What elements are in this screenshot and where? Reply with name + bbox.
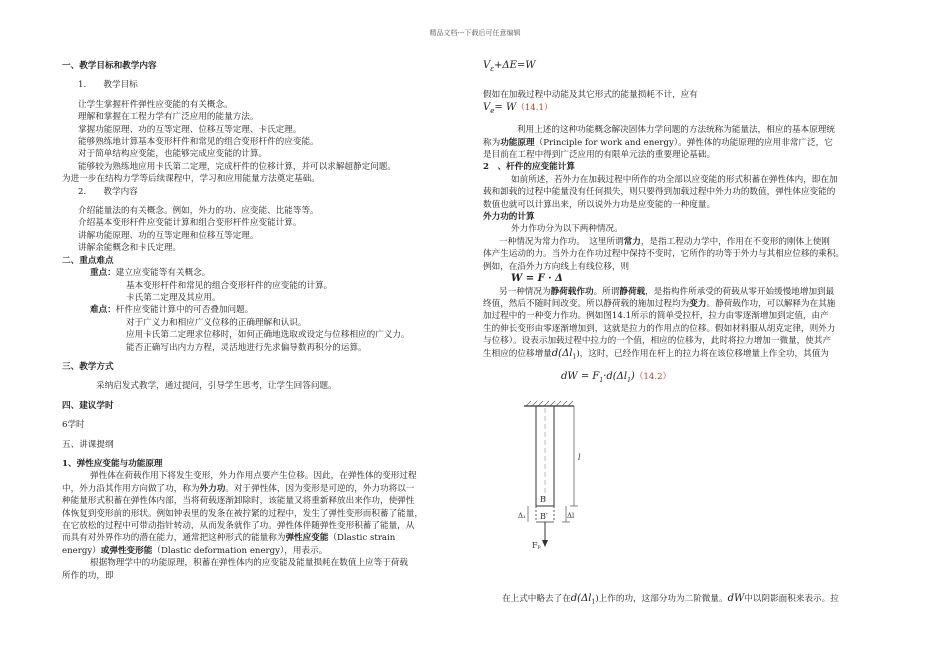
delta-l-label: Δl — [567, 512, 575, 520]
formula-energy-balance: $V_\varepsilon+\Delta E=W$ — [483, 60, 536, 73]
right-column — [483, 60, 888, 387]
body-line: 在它放松的过程中可带动指针转动，从而发条就作了功。弹性体伴随弹性变形积蓄了能量，从 — [62, 521, 415, 531]
content-item: 讲解余能概念和卡氏定理。 — [78, 243, 182, 254]
term-external-work: 外力功 — [199, 483, 226, 494]
goal-item: 掌握功能原理、功的互等定理、位移互等定理、卡氏定理。 — [78, 124, 302, 135]
formula-constant-work: W = F · Δ — [511, 273, 563, 285]
key-item: 建立应变能等有关概念。 — [115, 268, 211, 279]
point-b-label: B — [540, 495, 546, 504]
formula-14-2: dW = $F_1\cdot d(\Delta l_1)(14.2)$ — [561, 370, 672, 384]
body-line: 加过程中的一种变力作功。例如图14.1所示的简单受拉杆，拉力由零逐渐增加到定值，由产 — [483, 311, 829, 322]
section-2-title: 二、重点难点 — [62, 255, 114, 266]
content-item: 讲解功能原理、功的互等定理和位移互等定理。 — [78, 230, 259, 241]
delta-1-label: Δ₁ — [518, 512, 526, 520]
difficulty-item: 对于广义力和相应广义位移的正确理解和认识。 — [126, 317, 307, 328]
term-strain-energy: 弹性应变能 — [285, 533, 329, 544]
body-line: 体恢复到变形前的形状。例如钟表里的发条在被拧紧的过程中，发生了弹性变形而积蓄了能量， — [62, 508, 423, 519]
body-line: 外力作功分为以下两种情况。 — [511, 224, 623, 235]
body-line: 种能量形式积蓄在弹性体内部，当将荷载逐渐卸除时，该能量又将重新释放出来作功，使弹性 — [62, 496, 415, 507]
term-work-energy-principle: 功能原理 — [500, 137, 535, 148]
body-line: 终值，然后不随时间改变。所以静荷载的施加过程均为变力。静荷载作功，可以解释为在其施 — [483, 298, 836, 309]
section-3-title: 三、教学方式 — [62, 361, 114, 372]
body-line: 一种情况为常力作功。 这里所谓常力，是指工程动力学中，作用在不变形的刚体上使刚 — [499, 236, 830, 247]
key-points-line — [62, 267, 457, 279]
difficulty-line — [62, 304, 457, 316]
body-line: 生的伸长变形由零逐渐增加到，这就是拉力的作用点的位移。假如材料服从胡克定律，则外力 — [483, 323, 836, 334]
teaching-content-heading: 2. 教学内容 — [78, 186, 138, 197]
goal-item: 理解和掌握在工程力学有广泛应用的能量方法。 — [78, 112, 259, 123]
figure-caption-line: 在上式中略去了在$d(\Delta l_1)$上作的功，这部分功为二阶微量。dW中以阴影面积来表示。拉 — [502, 592, 839, 606]
body-line: 假如在加载过程中动能及其它形式的能量损耗不计，应有 — [483, 90, 698, 101]
key-points-label: 重点： — [90, 268, 116, 279]
point-b-prime-label: B′ — [540, 512, 548, 521]
term-deformation-energy: 或弹性变形能 — [100, 545, 153, 556]
key-item: 基本变形杆件和常见的组合变形杆件的应变能的计算。 — [126, 280, 333, 291]
section-4-title: 四、建议学时 — [62, 400, 114, 411]
goal-item: 让学生掌握杆件弹性应变能的有关概念。 — [78, 99, 233, 110]
body-line: 如前所述，若外力在加载过程中所作的功全部以应变能的形式积蓄在弹性体内，即在加 — [511, 174, 838, 185]
section-1-title: 一、教学目标和教学内容 — [62, 61, 157, 71]
body-line: 是目前在工程中得到广泛应用的有限单元法的重要理论基础。 — [483, 150, 716, 161]
topic-2-title: 2 、杆件的应变能计算 — [483, 162, 575, 173]
tension-bar-figure — [492, 398, 602, 558]
teaching-goals-heading: 1. 教学目标 — [78, 80, 138, 91]
body-line: energy）或弹性变形能（Dlastic deformation energy），用表示。 — [62, 545, 328, 556]
body-line: 载和卸载的过程中能量没有任何损失，则只要得到加载过程中外力功的数值，弹性体应变能的 — [483, 187, 836, 198]
body-line: 弹性体在荷载作用下将发生变形，外力作用点要产生位移。因此，在弹性体的变形过程 — [90, 471, 417, 482]
body-line: 所作的功，即 — [62, 570, 114, 581]
left-column — [62, 60, 457, 582]
body-line: 利用上述的这种功能概念解决固体力学问题的方法统称为能量法，相应的基本原理统 — [517, 125, 835, 136]
teaching-method-text: 采纳启发式教学，通过提问，引导学生思考，让学生回答问题。 — [96, 381, 337, 392]
goal-item: 为进一步在结构力学等后续课程中，学习和应用能量方法奠定基础。 — [62, 174, 320, 185]
body-line: 而具有对外界作功的潜在能力，通常把这种形式的能量称为弹性应变能（Dlastic strain — [62, 533, 396, 544]
section-5-title: 五、讲课提纲 — [62, 439, 114, 450]
topic-1-title: 1、弹性应变能与功能原理 — [62, 458, 163, 469]
content-item: 介绍基本变形杆件应变能计算和组合变形杆件应变能计算。 — [78, 218, 302, 229]
content-item: 介绍能量法的有关概念。例如，外力的功、应变能、比能等等。 — [78, 206, 319, 217]
body-line: 体产生运动的力。当外力在作功过程中保持不变时，它所作的功等于外力与其相应位移的乘积。 — [483, 249, 844, 260]
difficulty-item: 能否正确写出内力方程，灵活地进行先求偏导数再积分的运算。 — [126, 342, 367, 353]
goal-item: 对于简单结构应变能，也能够完成应变能的计算。 — [78, 149, 268, 160]
page-header: 精品文档---下载后可任意编辑 — [429, 29, 521, 37]
external-work-title: 外力功的计算 — [483, 212, 535, 223]
body-line: 称为功能原理（Principle for work and energy）。弹性体的功能原理的应用非常广泛，它 — [483, 137, 833, 148]
body-line: 另一种情况为静荷载作功。所谓静荷载，是指构件所承受的荷载从零开始缓慢地增加到最 — [499, 286, 835, 297]
key-item: 卡氏第二定理及其应用。 — [126, 292, 221, 303]
body-line: 生相应的位移增量$d(\Delta l_1)$，这时，已经作用在杆上的拉力将在该位移增量上作全功，其值为 — [483, 347, 829, 361]
goal-item: 能够较为熟练地应用卡氏第二定理，完成杆件的位移计算，并可以求解超静定问题。 — [78, 161, 396, 172]
hours-text: 6学时 — [62, 420, 85, 431]
length-label: l — [578, 453, 581, 462]
difficulty-item: 应用卡氏第二定理求位移时，如何正确地选取或设定与位移相应的广义力。 — [126, 330, 410, 341]
body-line: 根据物理学中的功能原理，积蓄在弹性体内的应变能及能量损耗在数值上应等于荷载 — [90, 558, 408, 569]
force-label: Fₚ — [532, 541, 541, 550]
body-line: 中，外力沿其作用方向做了功，称为外力功。对于弹性体，因为变形是可逆的，外力功将以一 — [62, 483, 415, 494]
term-constant-force: 常力 — [623, 236, 641, 247]
equation-number: （14.1） — [516, 102, 553, 113]
body-line: 例如，在沿外力方向线上有线位移，则 — [483, 261, 630, 272]
goal-item: 能够熟练地计算基本变形杆件和常见的组合变形杆件的应变能。 — [78, 137, 319, 148]
difficulty-label: 难点： — [90, 305, 116, 316]
body-line: 数值也就可以计算出来，所以说外力功是应变能的一种度量。 — [483, 199, 716, 210]
formula-14-1: $V_e= W(14.1)$ — [483, 101, 553, 115]
equation-number: （14.2） — [634, 371, 672, 382]
body-line: 与位移）。设表示加载过程中拉力的一个值，相应的位移为，此时将拉力增加一微量，使其产 — [483, 336, 832, 347]
difficulty-item: 杆件应变能计算中的可否叠加问题。 — [115, 305, 254, 316]
